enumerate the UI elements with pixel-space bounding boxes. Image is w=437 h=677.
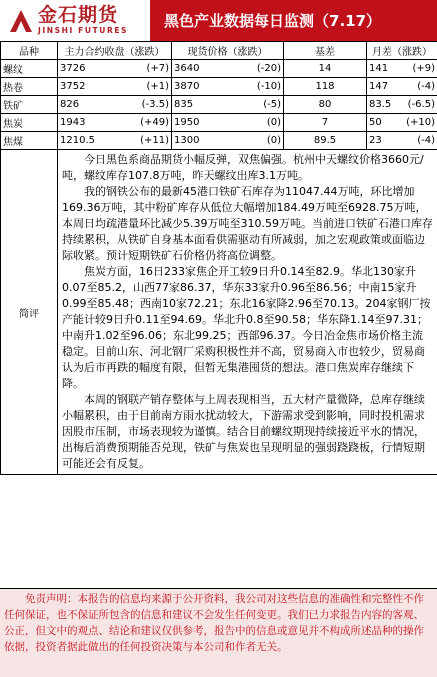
spot-price: 835 <box>174 99 194 110</box>
table-header-row <box>1 42 437 60</box>
spot-change: (-10) <box>256 81 281 92</box>
table-row <box>1 60 437 78</box>
futures-close: 1943 <box>60 117 86 128</box>
column-header: 月差（涨跌） <box>367 42 437 60</box>
basis-value: 118 <box>315 81 335 92</box>
futures-change: (+49) <box>140 117 169 128</box>
price-table <box>0 41 437 475</box>
futures-close: 3726 <box>60 63 86 74</box>
report-header <box>0 0 437 41</box>
month-spread: 141 <box>369 63 389 74</box>
column-header: 主力合约收盘（涨跌） <box>58 42 172 60</box>
commodity-name: 热卷 <box>3 83 23 94</box>
logo-chinese-name: 金石期货 <box>38 4 119 27</box>
futures-close: 3752 <box>60 81 86 92</box>
spot-change: (-5) <box>263 99 281 110</box>
spot-change: (0) <box>266 117 281 128</box>
comment-row <box>1 150 437 475</box>
futures-close: 1210.5 <box>60 135 95 146</box>
spread-change: (+9) <box>412 63 435 74</box>
spot-change: (-20) <box>256 63 281 74</box>
basis-value: 89.5 <box>313 135 337 146</box>
spot-price: 1950 <box>174 117 200 128</box>
column-header: 现货价格（涨跌） <box>172 42 284 60</box>
commodity-name: 铁矿 <box>3 101 23 112</box>
commodity-name: 焦煤 <box>3 137 23 148</box>
month-spread: 83.5 <box>369 99 392 110</box>
month-spread: 50 <box>369 117 382 128</box>
report-title: 黑色产业数据每日监测（7.17） <box>150 0 437 41</box>
commodity-name: 螺纹 <box>3 65 23 76</box>
comment-paragraph: 焦炭方面，16日233家焦企开工较9日升0.14至82.9。华北130家升0.07至85.2，山西77家86.37，华东33家升0.96至86.56；中南15家升0.99至85.48；西南10家72.21；东北16家降2.96至70.13。204家钢厂按产能计较9日升0.11至94.69。华北升0.8至90.58；华东降1.14至97.31；中南升1.02至96.06；东北99.25；西部96.37。今日冶金焦市场价格主流稳定。目前山东、河北钢厂采购积极性并不高，贸易商入市也较少，贸易商认为后市再跌的幅度有限，但暂无集港囤货的想法。港口焦炭库存继续下降。 <box>62 265 431 390</box>
spot-price: 3640 <box>174 63 200 74</box>
logo-english-name: JINSHI FUTURES <box>38 26 129 36</box>
comment-paragraph: 本周的钢联产销存整体与上周表现相当，五大材产量微降，总库存继续小幅累积，由于目前南方雨水扰动较大，下游需求受到影响，同时投机需求因股市压制，市场表现较为谨慎。结合目前螺纹期现持续接近平水的情况，出梅后消费预期能否兑现，铁矿与焦炭也呈现明显的强弱跷跷板，行情短期可能还会有反复。 <box>62 393 425 470</box>
futures-change: (+1) <box>146 81 169 92</box>
futures-close: 826 <box>60 99 80 110</box>
month-spread: 147 <box>369 81 389 92</box>
spread-change: (-4) <box>417 135 435 146</box>
disclaimer <box>0 588 437 677</box>
basis-value: 7 <box>321 117 329 128</box>
comment-body <box>58 150 437 475</box>
commodity-name: 焦炭 <box>3 119 23 130</box>
spot-change: (0) <box>266 135 281 146</box>
column-header: 品种 <box>1 42 58 60</box>
spread-change: (+10) <box>406 117 435 128</box>
basis-value: 80 <box>318 99 332 110</box>
table-row <box>1 132 437 150</box>
basis-value: 14 <box>318 63 332 74</box>
futures-change: (+7) <box>146 63 169 74</box>
comment-paragraph: 我的钢铁公布的最新45港口铁矿石库存为11047.44万吨，环比增加169.36万吨，其中粉矿库存从低位大幅增加184.49万吨至6928.75万吨，本周日均疏港量环比减少5.39万吨至310.59万吨。当前进口铁矿石港口库存持续累积，从铁矿自身基本面看供需驱动有所减弱，加之宏观政策或面临边际收紧。预计短期铁矿石价格仍将高位调整。 <box>62 185 433 262</box>
comment-label: 简评 <box>1 150 58 475</box>
company-logo <box>0 0 150 41</box>
futures-change: (+11) <box>140 135 169 146</box>
column-header: 基差 <box>284 42 367 60</box>
spot-price: 1300 <box>174 135 200 146</box>
table-row <box>1 78 437 96</box>
comment-paragraph: 今日黑色系商品期货小幅反弹，双焦偏强。杭州中天螺纹价格3660元/吨，螺纹库存107.8万吨，昨天螺纹出库3.1万吨。 <box>62 153 424 182</box>
disclaimer-text: 免责声明：本报告的信息均来源于公开资料，我公司对这些信息的准确性和完整性不作任何保证，也不保证所包含的信息和建议不会发生任何变更。我们已力求报告内容的客观、公正，但文中的观点、结论和建议仅供参考，报告中的信息或意见并不构成所述品种的操作依据，投资者据此做出的任何投资决策与本公司和作者无关。 <box>4 593 424 653</box>
spread-change: (-6.5) <box>407 99 435 110</box>
spot-price: 3870 <box>174 81 200 92</box>
futures-change: (-3.5) <box>141 99 169 110</box>
spread-change: (-4) <box>417 81 435 92</box>
table-row <box>1 114 437 132</box>
table-row <box>1 96 437 114</box>
month-spread: 23 <box>369 135 382 146</box>
logo-mark-icon <box>8 8 34 34</box>
